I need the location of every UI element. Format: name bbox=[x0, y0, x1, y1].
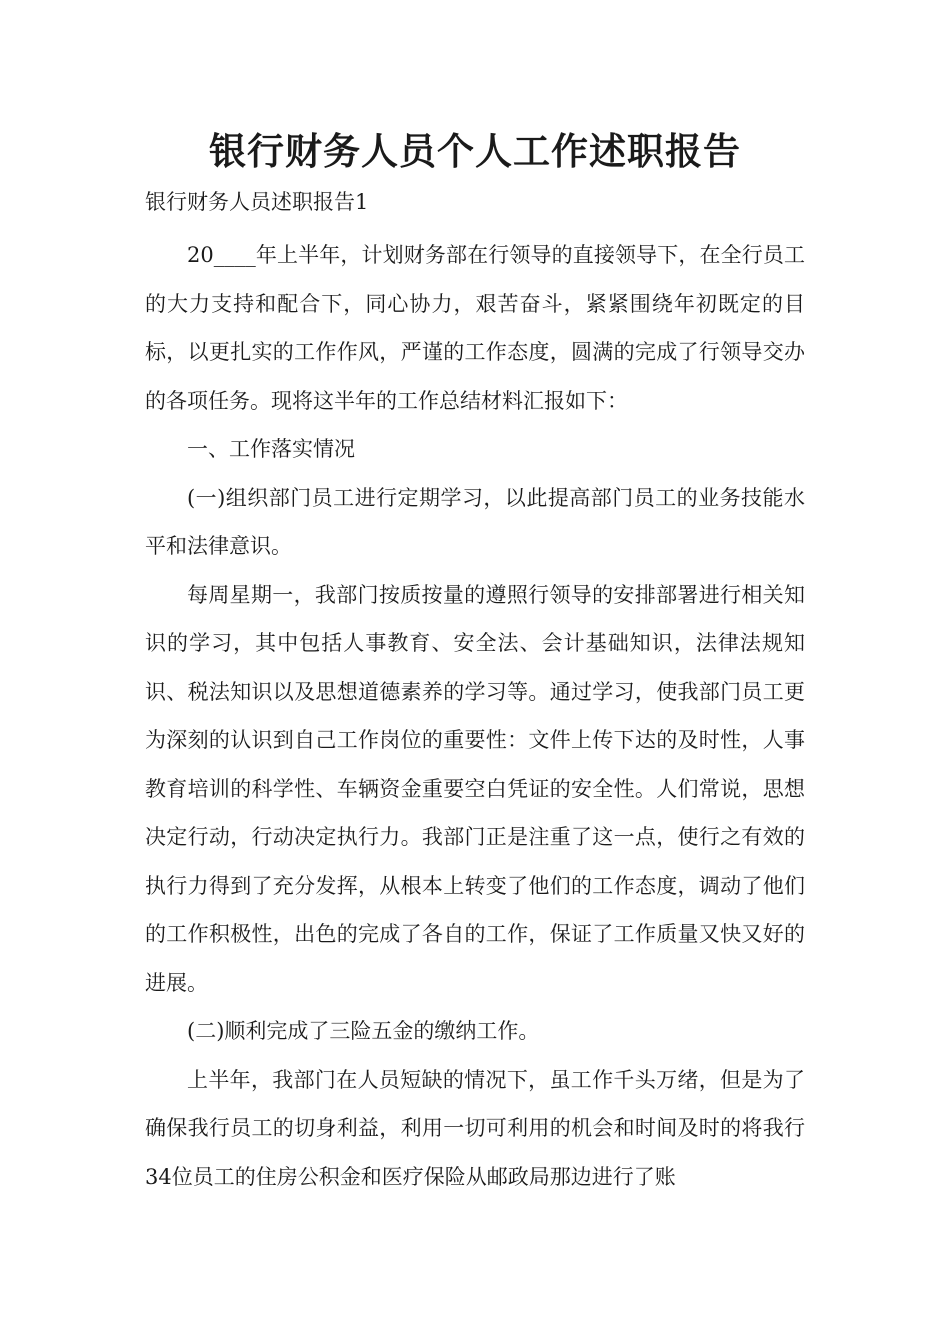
document-body bbox=[145, 182, 805, 1201]
paragraph-intro: 20____年上半年，计划财务部在行领导的直接领导下，在全行员工的大力支持和配合下，同心协力，艰苦奋斗，紧紧围绕年初既定的目标，以更扎实的工作作风，严谨的工作态度，圆满的完成了行领导交办的各项任务。现将这半年的工作总结材料汇报如下： bbox=[145, 243, 805, 413]
paragraph-insurance-payment: 上半年，我部门在人员短缺的情况下，虽工作千头万绪，但是为了确保我行员工的切身利益，利用一切可利用的机会和时间及时的将我行34位员工的住房公积金和医疗保险从邮政局那边进行了账 bbox=[145, 1067, 805, 1189]
paragraph-weekly-study: 每周星期一，我部门按质按量的遵照行领导的安排部署进行相关知识的学习，其中包括人事教育、安全法、会计基础知识，法律法规知识、税法知识以及思想道德素养的学习等。通过学习，使我部门员工更为深刻的认识到自己工作岗位的重要性：文件上传下达的及时性，人事教育培训的科学性、车辆资金重要空白凭证的安全性。人们常说，思想决定行动，行动决定执行力。我部门正是注重了这一点，使行之有效的执行力得到了充分发挥，从根本上转变了他们的工作态度，调动了他们的工作积极性，出色的完成了各自的工作，保证了工作质量又快又好的进展。 bbox=[145, 582, 805, 995]
subsection-heading-insurance-payment: (二)顺利完成了三险五金的缴纳工作。 bbox=[187, 1019, 540, 1043]
document-title: 银行财务人员个人工作述职报告 bbox=[209, 130, 741, 173]
subsection-heading-regular-study: (一)组织部门员工进行定期学习，以此提高部门员工的业务技能水平和法律意识。 bbox=[145, 485, 805, 558]
section-heading-work-implementation: 一、工作落实情况 bbox=[187, 437, 355, 461]
document-subtitle: 银行财务人员述职报告1 bbox=[145, 190, 369, 214]
